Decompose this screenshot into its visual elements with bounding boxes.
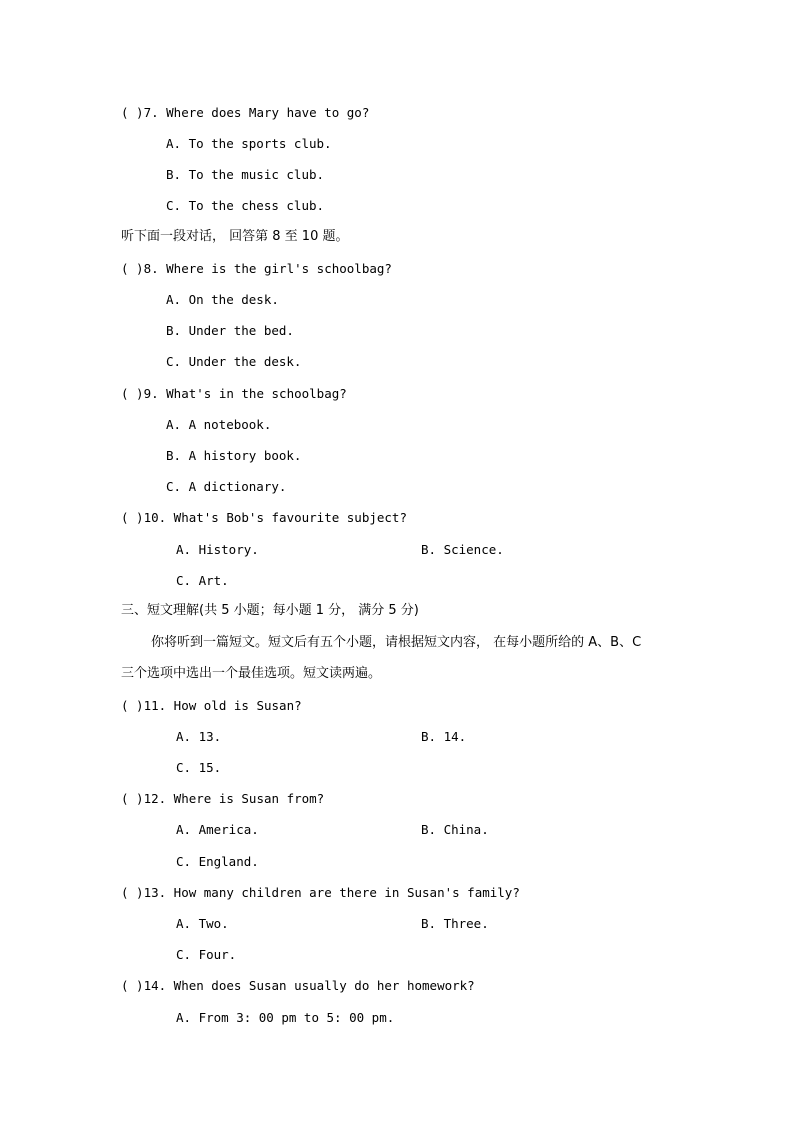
option-10a: A. History. [176,542,259,557]
option-8c: C. Under the desk. [166,354,302,369]
question-11: ( )11. How old is Susan? [121,698,302,713]
option-13c: C. Four. [176,947,237,962]
question-8: ( )8. Where is the girl's schoolbag? [121,261,392,276]
option-10c: C. Art. [176,573,229,588]
option-7c: C. To the chess club. [166,198,325,213]
dialogue-instruction: 听下面一段对话， 回答第 8 至 10 题。 [121,229,349,244]
option-12c: C. England. [176,854,259,869]
question-14: ( )14. When does Susan usually do her homework? [121,978,475,993]
question-10: ( )10. What's Bob's favourite subject? [121,510,407,525]
section-3-heading: 三、短文理解(共 5 小题；每小题 1 分， 满分 5 分) [121,603,419,618]
option-7a: A. To the sports club. [166,136,332,151]
question-13: ( )13. How many children are there in Susan's family? [121,885,520,900]
option-11a: A. 13. [176,729,222,744]
question-9: ( )9. What's in the schoolbag? [121,386,347,401]
option-14a: A. From 3: 00 pm to 5: 00 pm. [176,1010,395,1025]
section-3-instruction-line1: 你将听到一篇短文。短文后有五个小题，请根据短文内容， 在每小题所给的 A、B、C [151,635,642,650]
option-13b: B. Three. [421,916,489,931]
option-13a: A. Two. [176,916,229,931]
option-9a: A. A notebook. [166,417,272,432]
option-8a: A. On the desk. [166,292,279,307]
option-7b: B. To the music club. [166,167,325,182]
option-12a: A. America. [176,822,259,837]
option-9c: C. A dictionary. [166,479,287,494]
question-12: ( )12. Where is Susan from? [121,791,325,806]
question-7: ( )7. Where does Mary have to go? [121,105,370,120]
option-9b: B. A history book. [166,448,302,463]
option-12b: B. China. [421,822,489,837]
option-10b: B. Science. [421,542,504,557]
option-8b: B. Under the bed. [166,323,294,338]
option-11c: C. 15. [176,760,222,775]
option-11b: B. 14. [421,729,467,744]
section-3-instruction-line2: 三个选项中选出一个最佳选项。短文读两遍。 [121,666,382,681]
